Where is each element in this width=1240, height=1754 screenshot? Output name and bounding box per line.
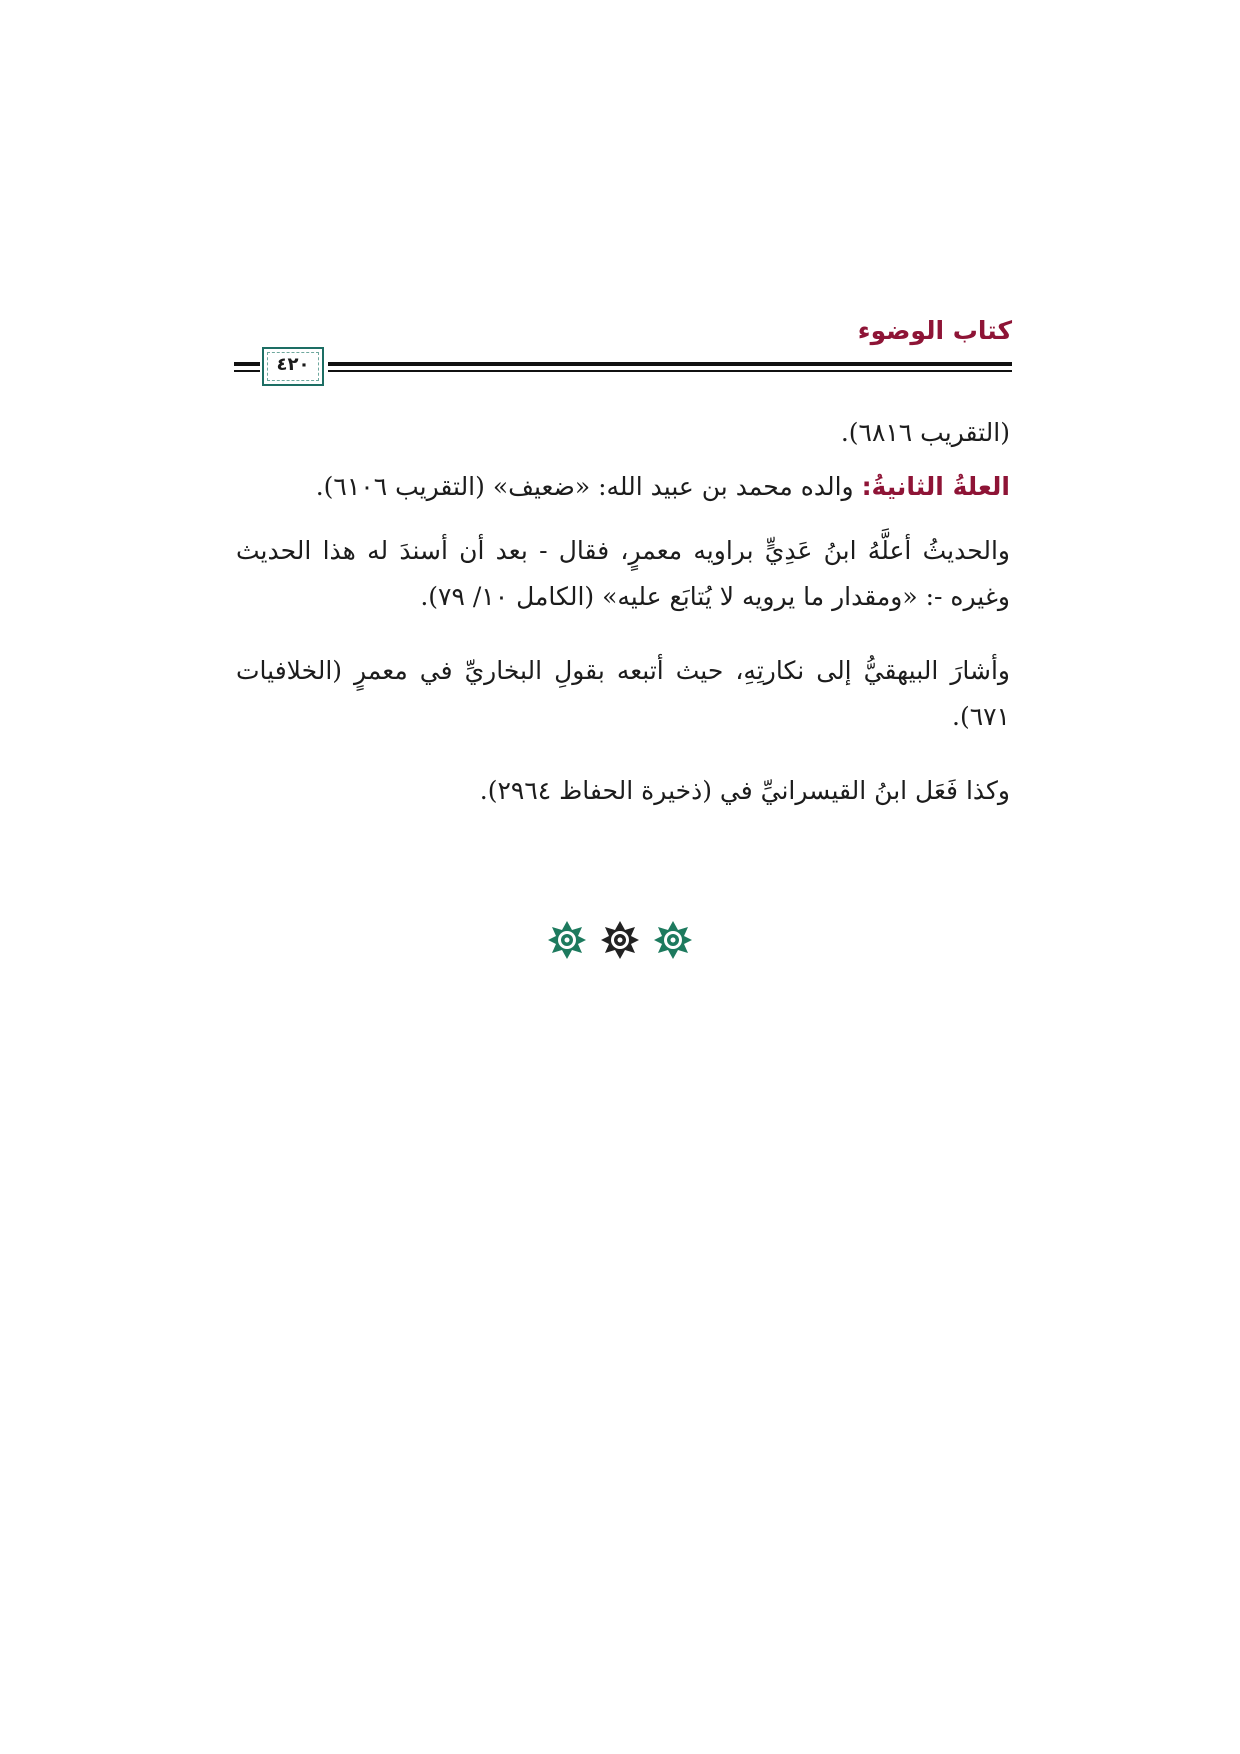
paragraph-3-line-1: والحديثُ أعلَّهُ ابنُ عَدِيٍّ براويه معمرٍ، فقال - بعد أن أسندَ له هذا الحديث — [236, 536, 1010, 565]
green-star-ornament-icon — [653, 920, 693, 960]
book-title: كتاب الوضوء — [857, 316, 1012, 345]
paragraph-4-line-1: وأشارَ البيهقيُّ إلى نكارتِهِ، حيث أتبعه بقولِ البخاريِّ في معمرٍ (الخلافيات — [236, 656, 1010, 685]
paragraph-3-line-2: وغيره -: «ومقدار ما يرويه لا يُتابَع عليه» (الكامل ١٠/ ٧٩). — [420, 582, 1010, 611]
header-rule-thick-left — [234, 362, 260, 366]
paragraph-5 — [236, 768, 1010, 814]
second-cause-label: العلةُ الثانيةُ: — [861, 472, 1010, 501]
dark-star-ornament-icon — [600, 920, 640, 960]
page-header — [234, 310, 1012, 386]
header-rule-thick — [328, 362, 1012, 366]
paragraph-5-text: وكذا فَعَل ابنُ القيسرانيِّ في (ذخيرة الحفاظ ٢٩٦٤). — [479, 776, 1010, 805]
green-star-ornament-icon — [547, 920, 587, 960]
paragraph-1-text: (التقريب ٦٨١٦). — [840, 418, 1010, 447]
paragraph-2 — [236, 464, 1010, 510]
section-end-ornaments — [0, 920, 1240, 960]
paragraph-4 — [236, 648, 1010, 740]
paragraph-2-text: والده محمد بن عبيد الله: «ضعيف» (التقريب ٦١٠٦). — [315, 472, 862, 501]
paragraph-3 — [236, 528, 1010, 620]
header-rule-thin-left — [234, 370, 260, 372]
page-number: ٤٢٠ — [276, 354, 310, 375]
page-number-frame — [262, 347, 324, 386]
paragraph-1 — [236, 410, 1010, 456]
paragraph-4-line-2: ٦٧١). — [952, 702, 1010, 731]
header-rule-thin — [328, 370, 1012, 372]
